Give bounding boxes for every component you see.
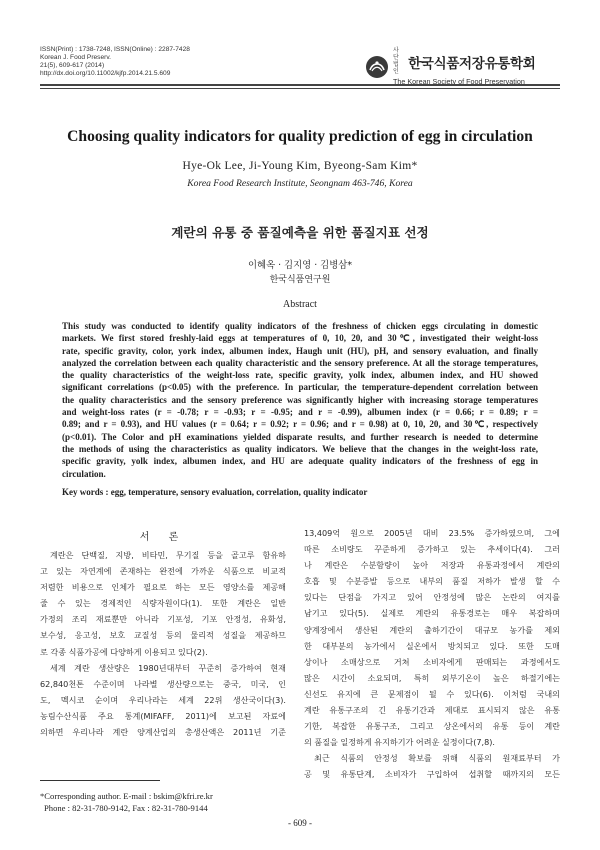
body-line: 고 있는 자연계에 존재하는 완전에 가까운 식품으로 비교적 — [40, 566, 286, 577]
body-line: 따른 소비량도 꾸준하게 증가하고 있는 추세이다(4). 그러 — [304, 544, 560, 555]
issn-line: ISSN(Print) : 1738-7248, ISSN(Online) : 2287-7428 — [40, 46, 190, 53]
affiliation: Korea Food Research Institute, Seongnam 463-746, Korea — [187, 178, 413, 189]
body-line: 한 대부분의 농가에서 실온에서 방치되고 있다. 또한 도매 — [304, 640, 560, 651]
abstract-line: the methods of using the characteristics as quality indicators. We believe that the changes in the weight-loss rate, — [62, 443, 538, 454]
abstract-line: significant correlations (p<0.05) with the preference. In particular, the temperature-dependent correlation between — [62, 382, 538, 393]
society-logo-icon — [365, 55, 389, 79]
body-line: 의하면 우리나라 계란 양계산업의 총생산액은 2011년 기준 — [40, 727, 286, 738]
volume-line: 21(5), 609-617 (2014) — [40, 62, 105, 69]
journal-meta — [40, 46, 190, 78]
body-line: 기한, 복잡한 유통구조, 그리고 상온에서의 유통 등이 계란 — [304, 721, 560, 732]
body-line: 호흡 및 수분증발 등으로 내부의 품질 저하가 발생 할 수 — [304, 576, 560, 587]
body-line: 신선도 유지에 큰 문제점이 될 수 있다(6). 이처럼 국내의 — [304, 688, 560, 699]
page-number: - 609 - — [288, 818, 312, 828]
body-line: 공 및 유통단계, 소비자가 구입하여 섭취할 때까지의 모든 — [304, 769, 560, 780]
left-column — [40, 547, 286, 740]
society-english-name: The Korean Society of Food Preservation — [393, 77, 525, 86]
abstract-line: analyzed the correlation between each quality characteristic and the sensory preference. At all the storage temperatures, — [62, 357, 538, 368]
abstract-line: circulation. — [62, 468, 106, 479]
korean-affiliation: 한국식품연구원 — [269, 275, 331, 285]
paper-title: Choosing quality indicators for quality prediction of egg in circulation — [67, 128, 533, 145]
abstract-line: specific gravity, yolk index, albumen index, and HU are adequate quality indicators of the freshness of egg in — [62, 456, 538, 467]
body-line: 저렴한 비용으로 인체가 필요로 하는 모든 영양소를 제공해 — [40, 582, 286, 593]
abstract-line: rate, specific gravity, color, york index, albumen index, Haugh unit (HU), pH, and sensory evaluation, and finally — [62, 345, 538, 356]
corresponding-author-footnote — [40, 790, 213, 814]
abstract-line: This study was conducted to identify quality indicators of the freshness of chicken eggs circulating in domestic — [62, 321, 538, 331]
korean-author-list: 이혜옥 · 김지영 · 김병삼* — [247, 260, 353, 271]
body-line: 있다는 단점을 가지고 있어 안정성에 많은 논란의 여지를 — [304, 592, 560, 603]
korean-title: 계란의 유통 중 품질예측을 위한 품질지표 선정 — [171, 225, 429, 240]
keywords: Key words : egg, temperature, sensory evaluation, correlation, quality indicator — [62, 487, 368, 497]
body-line: 나 계란은 수분함량이 높아 저장과 유통과정에서 계란의 — [304, 560, 560, 571]
society-small-label: 사단법인 — [393, 48, 399, 75]
abstract-line: 0.89; and r = 0.93), and HU values (r = 0.64; r = 0.92; r = 0.96; and r = 0.98) at 0, 10, 20, and 30℃, respectively — [62, 419, 538, 430]
society-korean-name: 한국식품저장유통학회 — [408, 56, 536, 72]
header-divider-thin — [40, 88, 560, 89]
body-line: 62,840천톤 수준이며 나라별 생산량으로는 중국, 미국, 인 — [40, 678, 286, 689]
body-line: 양계장에서 생산된 계란의 출하기간이 대규모 농가를 제외 — [304, 624, 560, 635]
author-list: Hye-Ok Lee, Ji-Young Kim, Byeong-Sam Kim* — [182, 160, 418, 172]
body-line: 농림수산식품 주요 통계(MIFAFF, 2011)에 보고된 자료에 — [40, 710, 286, 721]
abstract-line: the quality characteristics of the weight-loss rate, specific gravity, yolk index, albumen index, and HU showed — [62, 370, 538, 381]
body-line: 줄 수 있는 경제적인 식량자원이다(1). 또한 계란은 일반 — [40, 598, 286, 609]
body-line: 최근 식품의 안정성 확보를 위해 식품의 원재료부터 가 — [314, 753, 560, 764]
body-line: 세계 계란 생산량은 1980년대부터 꾸준히 증가하여 현재 — [50, 662, 286, 673]
body-line: 보수성, 응고성, 보호 교질성 등의 물리적 성질을 제공하므 — [40, 630, 286, 641]
body-line: 의 품질을 일정하게 유지하기가 어려운 실정이다(7,8). — [304, 737, 495, 748]
body-line: 상이나 소매상으로 거쳐 소비자에게 판매되는 과정에서도 — [304, 656, 560, 667]
body-line: 13,409억 원으로 2005년 대비 23.5% 증가하였으며, 그에 — [304, 528, 560, 538]
right-column — [304, 525, 560, 783]
doi-link[interactable]: http://dx.doi.org/10.11002/kjfp.2014.21.5.609 — [40, 70, 171, 77]
body-line: 가정의 조리 재료뿐만 아니라 기포성, 기포 안정성, 유화성, — [40, 614, 286, 625]
abstract-heading: Abstract — [283, 299, 317, 310]
abstract-line: (p<0.01). The Color and pH examinations yielded disparate results, and further research is needed to determine — [62, 431, 538, 442]
section-heading-introduction: 서 론 — [139, 532, 187, 543]
body-line: 남기고 있다(5). 실제로 계란의 유통경로는 매우 복잡하며 — [304, 608, 560, 619]
journal-name-line: Korean J. Food Preserv. — [40, 54, 111, 61]
footnote-divider — [40, 780, 160, 781]
body-line: 계란은 단백질, 지방, 비타민, 무기질 등을 골고루 함유하 — [50, 550, 286, 560]
abstract-line: and weight-loss rates (r = -0.78; r = -0.93; r = -0.95; and r = -0.99), albumen index (r = 0.66; r = 0.89; r = — [62, 407, 538, 418]
abstract-body — [62, 320, 538, 480]
footnote-phone-line: Phone : 82-31-780-9142, Fax : 82-31-780-9144 — [44, 803, 208, 813]
body-line: 도, 멕시코 순이며 우리나라는 세계 22위 생산국이다(3). — [40, 694, 286, 705]
abstract-line: markets. We first stored freshly-laid eggs at temperatures of 0, 10, 20, and 30℃, investigated their weight-loss — [62, 333, 538, 344]
body-line: 계란 유통구조의 긴 유통기간과 제대로 표시되지 않은 유통 — [304, 705, 560, 716]
society-branding — [365, 48, 536, 86]
header-divider-thick — [40, 84, 560, 86]
abstract-line: the quality characteristics and the sensory preference was significantly higher with increasing storage temperatures — [62, 394, 538, 405]
body-line: 많은 시간이 소요되며, 특히 외부기온이 높은 하절기에는 — [304, 672, 560, 683]
footnote-email-line: *Corresponding author. E-mail : bskim@kfri.re.kr — [40, 791, 213, 801]
body-line: 로 각종 식품가공에 다양하게 이용되고 있다(2). — [40, 646, 208, 657]
